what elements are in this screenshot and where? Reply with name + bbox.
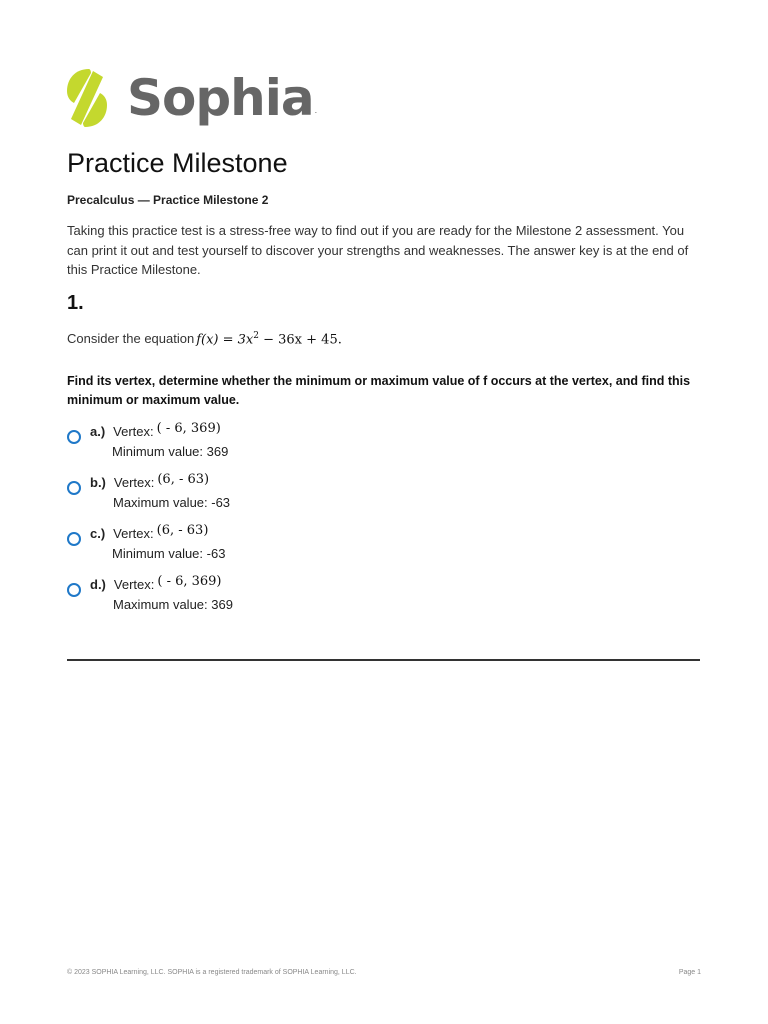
option-letter: c.) — [90, 526, 106, 541]
option-extreme-value: Maximum value: -63 — [113, 495, 231, 510]
option-extreme-value: Minimum value: 369 — [112, 444, 229, 459]
question-prompt — [67, 372, 707, 410]
logo-wordmark: Sophia — [127, 69, 314, 127]
equation-exponent: 2 — [253, 331, 259, 341]
intro-paragraph — [67, 221, 697, 280]
logo-trademark: . — [314, 105, 318, 115]
vertex-label: Vertex: — [113, 526, 154, 541]
vertex-label: Vertex: — [113, 475, 155, 490]
page-subtitle: Precalculus — Practice Milestone 2 — [67, 193, 269, 207]
question-stem — [67, 331, 342, 347]
option-letter: a.) — [90, 424, 106, 439]
option-extreme-value: Minimum value: -63 — [112, 546, 226, 561]
equation-lhs: f(x) = 3x — [196, 332, 254, 348]
option-extreme-value: Maximum value: 369 — [113, 597, 233, 612]
radio-button-icon[interactable] — [67, 583, 81, 597]
vertex-label: Vertex: — [113, 424, 154, 439]
radio-button-icon[interactable] — [67, 430, 81, 444]
prompt-line: Find its vertex, determine whether the minimum or maximum value of f occurs at the vertex, and find this — [67, 374, 691, 388]
sophia-logo — [67, 67, 317, 129]
footer-page-number: Page 1 — [678, 969, 701, 976]
option-letter: b.) — [90, 475, 106, 490]
intro-line: can print it out and test yourself to discover your strengths and weaknesses. The answer key is at the end of — [67, 242, 689, 258]
vertex-value: (6, - 63) — [157, 472, 210, 487]
intro-line: Taking this practice test is a stress-free way to find out if you are ready for the Milestone 2 assessment. You — [67, 223, 685, 238]
question-number: 1. — [67, 292, 84, 314]
vertex-value: (6, - 63) — [156, 523, 209, 538]
prompt-line: minimum or maximum value. — [67, 393, 240, 407]
vertex-value: ( - 6, 369) — [156, 421, 221, 436]
vertex-value: ( - 6, 369) — [157, 574, 222, 589]
radio-button-icon[interactable] — [67, 532, 81, 546]
page-title: Practice Milestone — [67, 148, 288, 178]
equation-rhs: − 36x + 45. — [258, 332, 342, 348]
sophia-logo-mark-icon — [67, 67, 107, 129]
radio-button-icon[interactable] — [67, 481, 81, 495]
option-vertex-line — [90, 421, 221, 440]
option-vertex-line — [90, 472, 210, 491]
equation — [196, 331, 342, 347]
option-letter: d.) — [90, 577, 106, 592]
option-vertex-line — [90, 523, 209, 542]
vertex-label: Vertex: — [113, 577, 155, 592]
consider-label: Consider the equation — [67, 331, 195, 347]
option-vertex-line — [90, 574, 222, 593]
footer-copyright: © 2023 SOPHIA Learning, LLC. SOPHIA is a registered trademark of SOPHIA Learning, LLC. — [67, 969, 357, 976]
section-divider — [67, 659, 700, 661]
intro-line: this Practice Milestone. — [67, 262, 201, 277]
